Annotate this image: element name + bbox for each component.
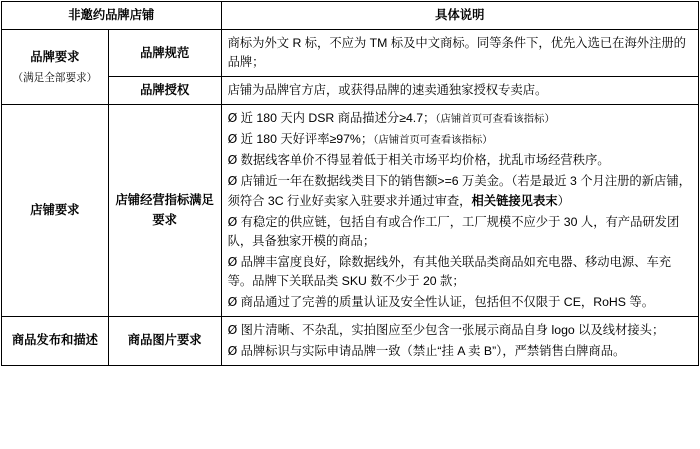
category-label: 品牌要求 xyxy=(30,49,80,64)
category-cell-brand xyxy=(2,30,109,105)
category-cell-shop xyxy=(2,105,109,317)
content-line xyxy=(228,109,692,128)
content-image-req xyxy=(221,316,698,365)
content-line: 商标为外文 R 标，不应为 TM 标及中文商标。同等条件下，优先入选已在海外注册的品牌； xyxy=(227,36,686,70)
line-text-after: ） xyxy=(557,193,570,208)
line-text: 商品通过了完善的质量认证及安全性认证，包括但不仅限于 CE，RoHS 等。 xyxy=(240,294,654,309)
line-text: 有稳定的供应链，包括自有或合作工厂，工厂规模不应少于 30 人，有产品研发团队，具备独家开模的商品； xyxy=(227,214,680,248)
line-note: （店铺首页可查看该指标） xyxy=(373,135,493,147)
line-note: （店铺首页可查看该指标） xyxy=(435,114,555,126)
content-line xyxy=(228,151,692,170)
content-line xyxy=(228,253,692,291)
content-line: 店铺为品牌官方店，或获得品牌的速卖通独家授权专卖店。 xyxy=(227,83,548,98)
content-line xyxy=(228,342,692,361)
category-cell-publish xyxy=(2,316,109,365)
line-text-bold: 相关链接见表末 xyxy=(471,193,558,208)
line-text: 品牌丰富度良好，除数据线外，有其他关联品类商品如充电器、移动电源、车充等。品牌下关联品类 SKU 数不少于 20 款； xyxy=(227,254,672,288)
content-shop-metrics xyxy=(221,105,698,317)
line-text: 图片清晰、不杂乱，实拍图应至少包含一张展示商品自身 logo 以及线材接头； xyxy=(240,322,665,337)
bullet-marker: Ø xyxy=(227,343,238,358)
content-brand-spec xyxy=(221,30,698,77)
content-line xyxy=(228,213,692,251)
line-text: 数据线客单价不得显着低于相关市场平均价格，扰乱市场经营秩序。 xyxy=(240,153,610,168)
subheader-image-req: 商品图片要求 xyxy=(108,316,221,365)
content-brand-auth xyxy=(221,77,698,105)
line-text: 近 180 天内 DSR 商品描述分≥4.7； xyxy=(240,111,436,126)
bullet-marker: Ø xyxy=(227,132,238,147)
category-note: （满足全部要求） xyxy=(12,71,98,84)
bullet-marker: Ø xyxy=(227,322,238,337)
content-line xyxy=(228,293,692,312)
subheader-brand-auth: 品牌授权 xyxy=(108,77,221,105)
subheader-shop-metrics: 店铺经营指标满足要求 xyxy=(108,105,221,317)
content-line xyxy=(228,172,692,210)
table-row xyxy=(2,105,699,317)
header-cell-left: 非邀约品牌店铺 xyxy=(2,2,222,30)
header-cell-right: 具体说明 xyxy=(221,2,698,30)
line-text: 店铺近一年在数据线类目下的销售额>=6 万美金。（若是最近 3 个月注册的新店铺，须符合 3C 行业好卖家入驻要求并通过审查， xyxy=(227,174,691,208)
content-line xyxy=(228,321,692,340)
subheader-brand-spec: 品牌规范 xyxy=(108,30,221,77)
requirements-table xyxy=(1,1,699,366)
category-label: 商品发布和描述 xyxy=(11,333,98,348)
content-line xyxy=(228,130,692,149)
table-row xyxy=(2,316,699,365)
bullet-marker: Ø xyxy=(227,294,238,309)
bullet-marker: Ø xyxy=(227,254,238,269)
bullet-marker: Ø xyxy=(227,214,238,229)
bullet-marker: Ø xyxy=(227,153,238,168)
table-header-row xyxy=(2,2,699,30)
bullet-marker: Ø xyxy=(227,111,238,126)
category-label: 店铺要求 xyxy=(30,202,80,217)
table-row xyxy=(2,30,699,77)
bullet-marker: Ø xyxy=(227,174,238,189)
line-text: 品牌标识与实际申请品牌一致（禁止“挂 A 卖 B”），严禁销售白牌商品。 xyxy=(240,343,626,358)
line-text: 近 180 天好评率≥97%； xyxy=(240,132,374,147)
